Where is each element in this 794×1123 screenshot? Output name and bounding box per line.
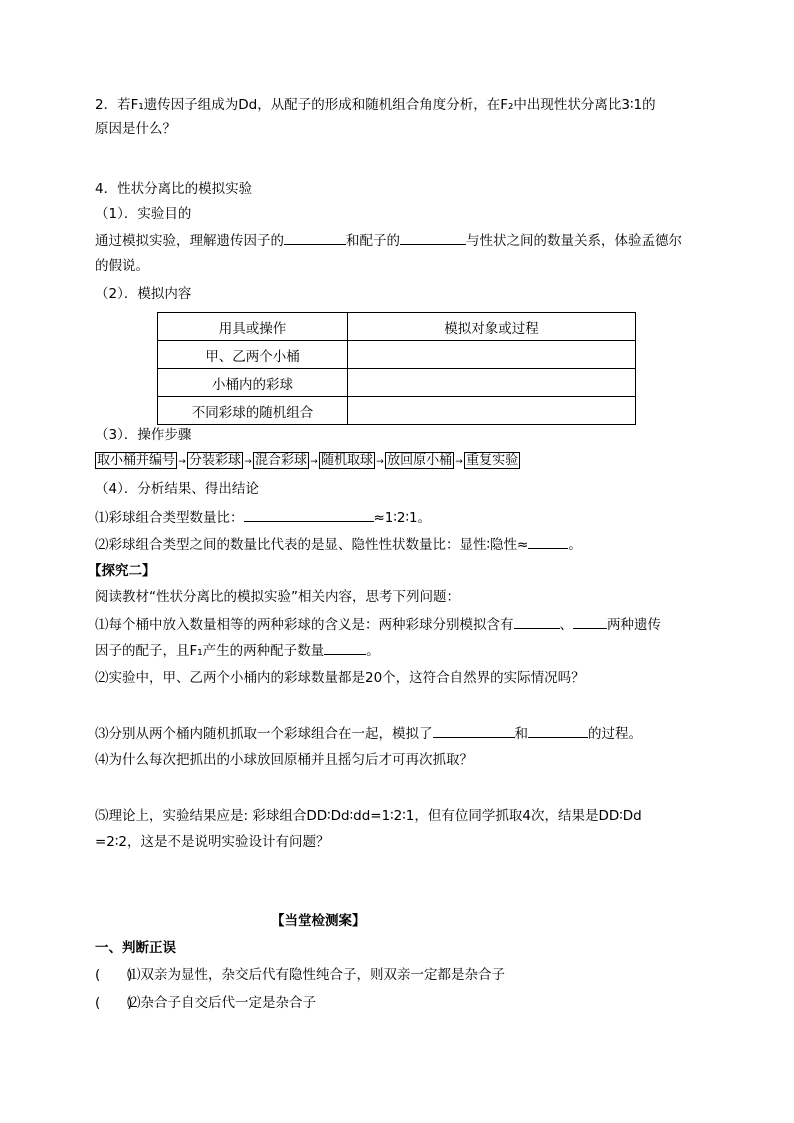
purpose-heading: （1）．实验目的 (95, 206, 192, 222)
table-cell-answer[interactable] (348, 369, 636, 397)
purpose-text (95, 230, 682, 251)
analysis-1-ratio: ≈1∶2∶1。 (373, 510, 432, 526)
explore-q3-text: ⑶分别从两个桶内随机抓取一个彩球组合在一起，模拟了 (95, 726, 433, 742)
analysis-item-2 (95, 534, 582, 555)
explore-q5-line2: =2∶2，这是不是说明实验设计有问题？ (95, 834, 330, 850)
explore-q1-text: ⑴每个桶中放入数量相等的两种彩球的含义是：两种彩球分别模拟含有 (95, 617, 514, 633)
table-cell-tool: 小桶内的彩球 (158, 369, 348, 397)
analysis-2-end: 。 (568, 537, 582, 553)
question-2-line2: 原因是什么？ (95, 121, 176, 137)
question-2-line1: 2．若F₁遗传因子组成为Dd，从配子的形成和随机组合角度分析，在F₂中出现性状分离比3∶1的 (95, 97, 656, 113)
section-4-title: 4．性状分离比的模拟实验 (95, 181, 253, 197)
table-header-row (158, 313, 636, 341)
answer-blank[interactable] (433, 723, 515, 738)
explore-q1-end: 。 (366, 643, 380, 659)
table-cell-answer[interactable] (348, 397, 636, 425)
explore-q1-line1 (95, 614, 661, 635)
explore-q1-line2 (95, 640, 380, 661)
flow-step: 混合彩球 (255, 453, 308, 468)
arrow-right-icon: → (178, 457, 186, 467)
answer-blank[interactable] (324, 640, 366, 655)
table-row (158, 341, 636, 369)
explore-q3-end: 的过程。 (588, 726, 642, 742)
flow-step: 重复实验 (466, 453, 519, 468)
explore-q2: ⑵实验中，甲、乙两个小桶内的彩球数量都是20个，这符合自然界的实际情况吗？ (95, 670, 585, 686)
table-header-simulated: 模拟对象或过程 (348, 313, 636, 341)
analysis-item-1 (95, 507, 431, 528)
explore-q1-text-2: 两种遗传 (607, 617, 661, 633)
answer-paren[interactable]: ( ) (95, 995, 133, 1011)
analysis-1-text: ⑴彩球组合类型数量比： (95, 510, 244, 526)
purpose-text-b: 和配子的 (346, 233, 400, 249)
table-cell-answer[interactable] (348, 341, 636, 369)
judge-item-1 (95, 965, 505, 985)
table-row (158, 397, 636, 425)
table-row (158, 369, 636, 397)
explore-q1-sep: 、 (559, 617, 573, 633)
answer-blank[interactable] (284, 230, 346, 245)
procedure-flow (95, 452, 520, 471)
arrow-right-icon: → (310, 457, 318, 467)
explore-q5-line1: ⑸理论上，实验结果应是: 彩球组合DD∶Dd∶dd=1∶2∶1，但有位同学抓取4次，结果是DD∶Dd (95, 808, 642, 824)
flow-step: 取小桶并编号 (97, 453, 176, 468)
explore-q1-text-3: 因子的配子，且F₁产生的两种配子数量 (95, 643, 325, 659)
purpose-text-c: 与性状之间的数量关系，体验孟德尔 (466, 233, 682, 249)
answer-paren[interactable]: ( ) (95, 967, 133, 983)
explore-q3 (95, 723, 642, 744)
flow-step: 放回原小桶 (387, 453, 453, 468)
answer-blank[interactable] (528, 534, 568, 549)
arrow-right-icon: → (455, 457, 463, 467)
explore-2-intro: 阅读教材“性状分离比的模拟实验”相关内容，思考下列问题： (95, 589, 460, 605)
answer-blank[interactable] (400, 230, 466, 245)
analysis-heading: （4）．分析结果、得出结论 (95, 481, 259, 497)
judge-item-2 (95, 993, 316, 1013)
check-heading: 【当堂检测案】 (271, 913, 366, 929)
explore-q4: ⑷为什么每次把抓出的小球放回原桶并且摇匀后才可再次抓取？ (95, 752, 473, 768)
explore-2-heading: 【探究二】 (88, 563, 156, 579)
judge-item-text: ⑴双亲为显性，杂交后代有隐性纯合子，则双亲一定都是杂合子 (127, 967, 505, 983)
arrow-right-icon: → (376, 457, 384, 467)
explore-q3-and: 和 (514, 726, 528, 742)
answer-blank[interactable] (514, 614, 560, 629)
flow-step: 分装彩球 (189, 453, 242, 468)
content-heading: （2）．模拟内容 (95, 286, 192, 302)
answer-blank[interactable] (528, 723, 588, 738)
steps-heading: （3）．操作步骤 (95, 427, 192, 443)
purpose-text-end: 的假说。 (95, 258, 149, 274)
arrow-right-icon: → (244, 457, 252, 467)
flow-step: 随机取球 (321, 453, 374, 468)
check-subheading: 一、判断正误 (95, 940, 176, 956)
table-header-tools: 用具或操作 (158, 313, 348, 341)
answer-blank[interactable] (244, 507, 374, 522)
table-cell-tool: 甲、乙两个小桶 (158, 341, 348, 369)
table-cell-tool: 不同彩球的随机组合 (158, 397, 348, 425)
judge-item-text: ⑵杂合子自交后代一定是杂合子 (127, 995, 316, 1011)
analysis-2-text: ⑵彩球组合类型之间的数量比代表的是显、隐性性状数量比：显性∶隐性≈ (95, 537, 529, 553)
purpose-text-a: 通过模拟实验，理解遗传因子的 (95, 233, 284, 249)
answer-blank[interactable] (573, 614, 607, 629)
simulation-table (157, 312, 636, 425)
